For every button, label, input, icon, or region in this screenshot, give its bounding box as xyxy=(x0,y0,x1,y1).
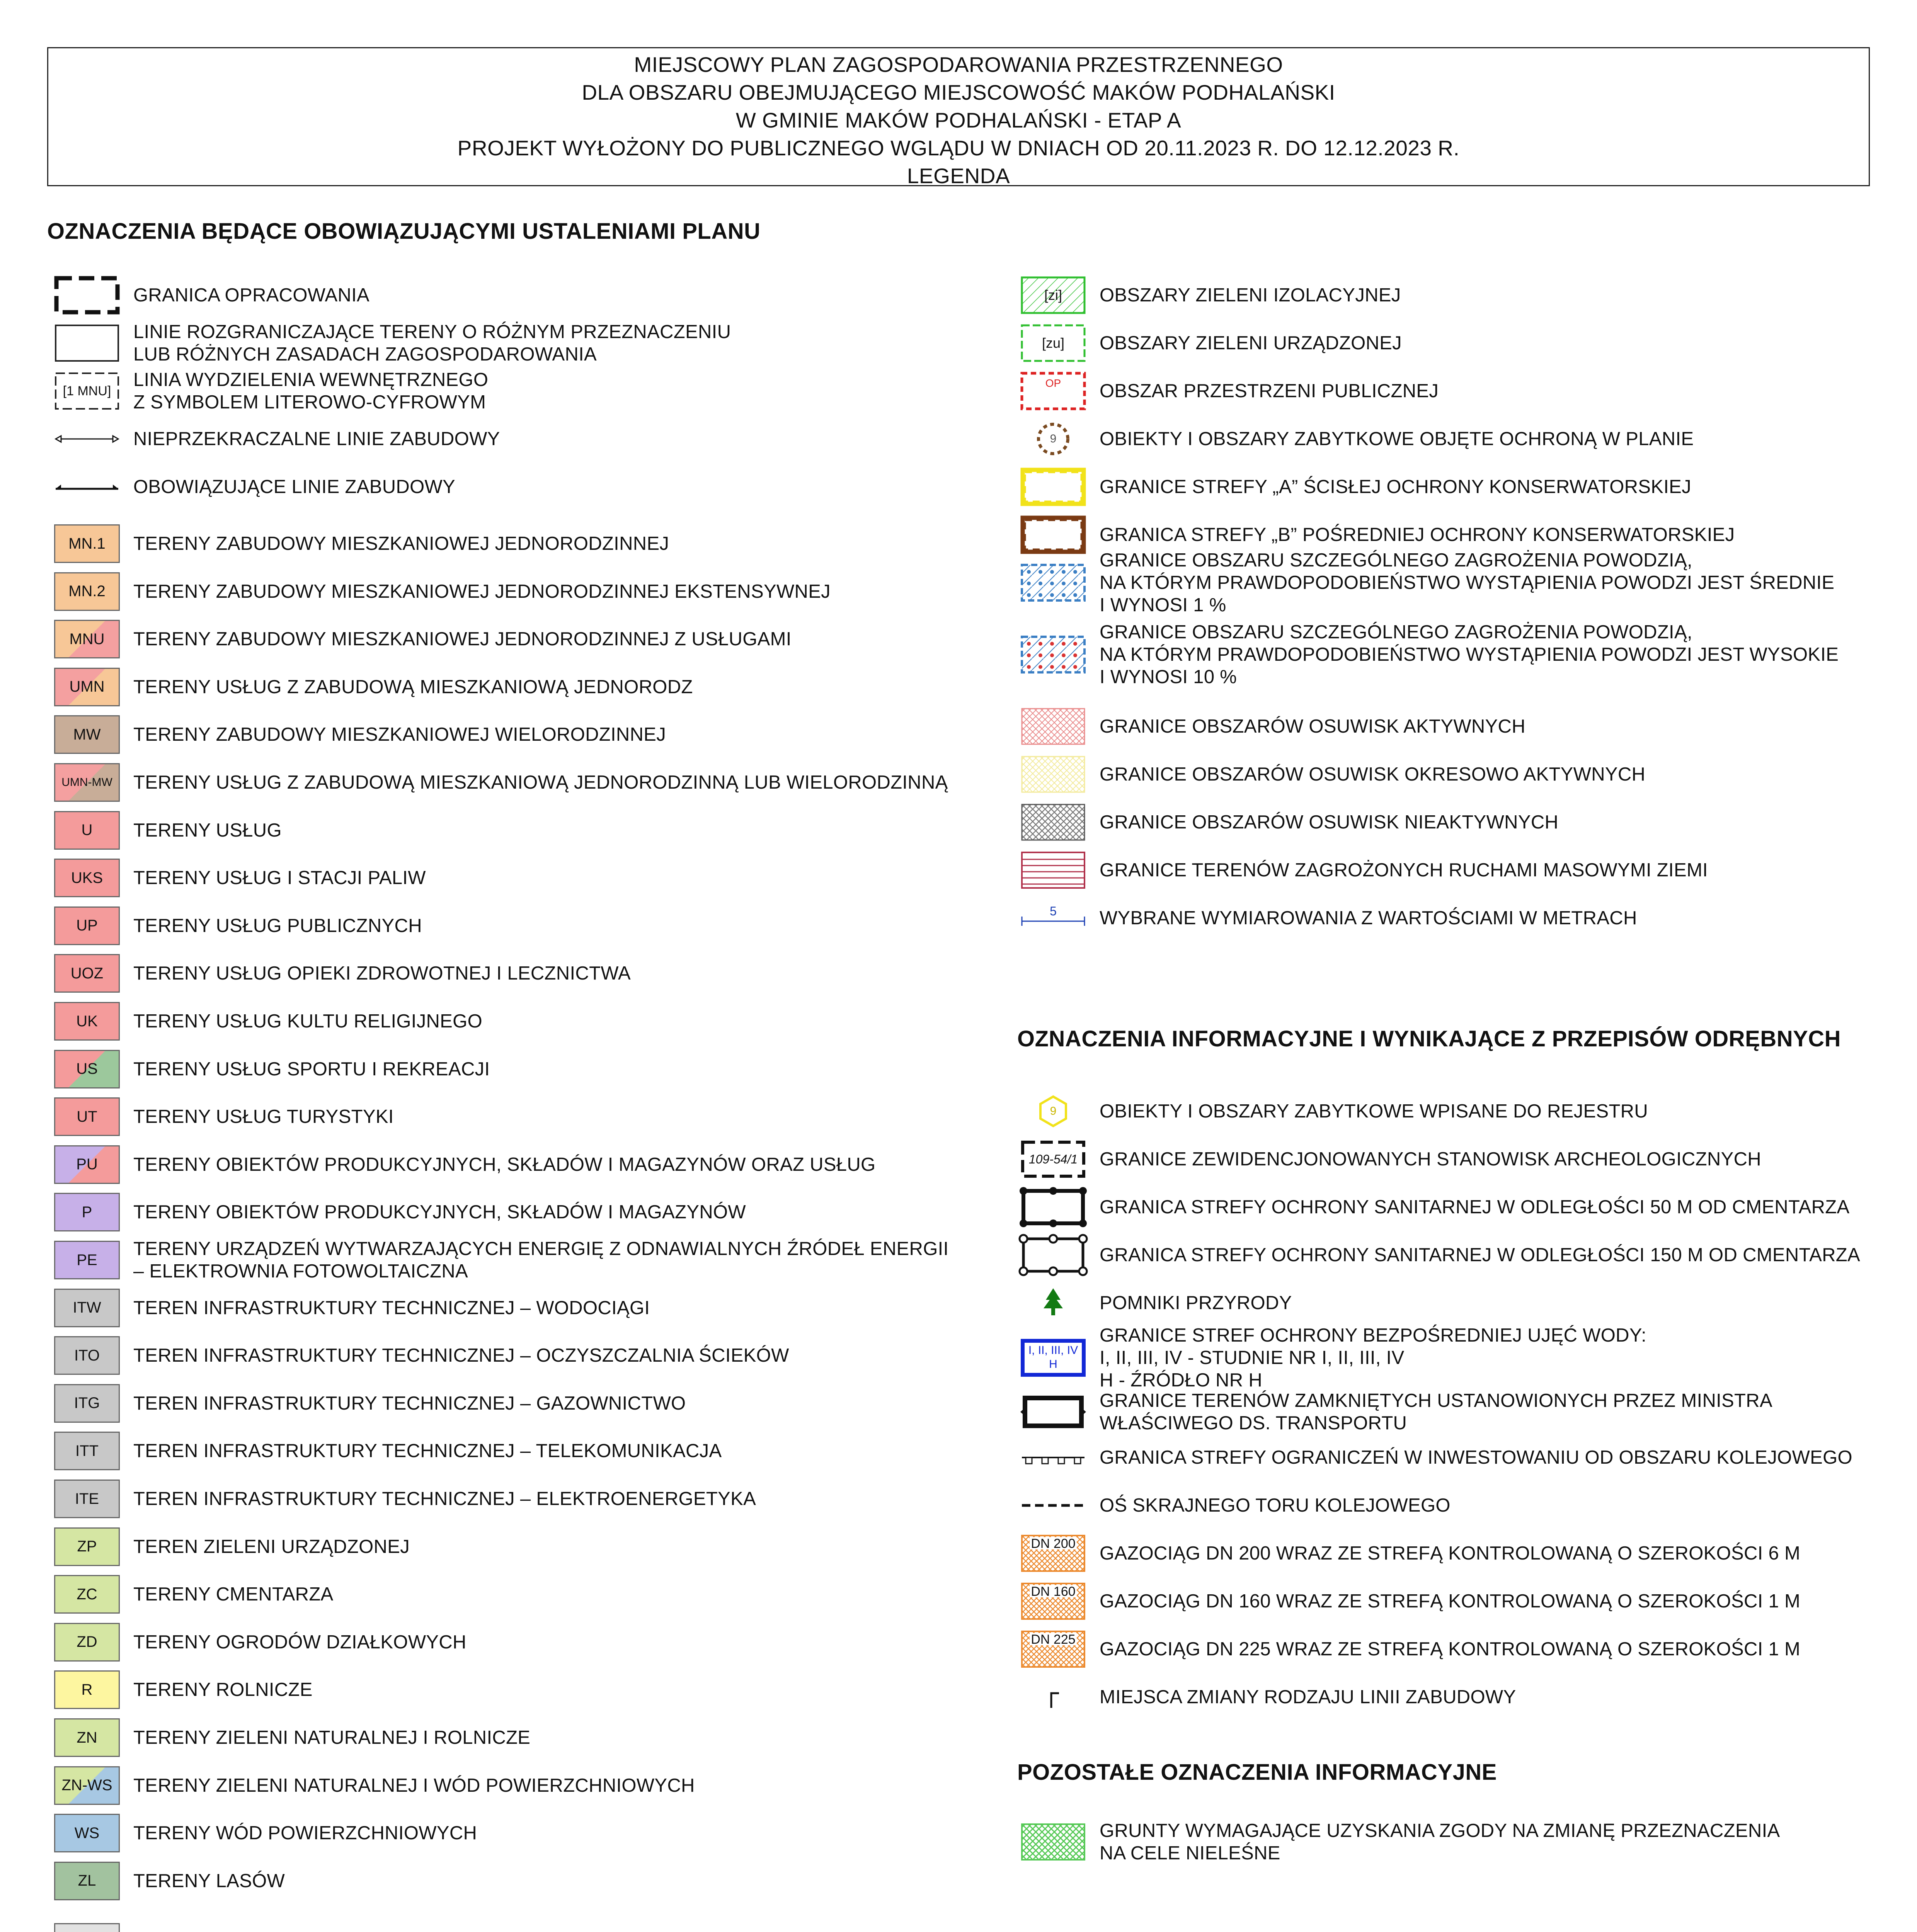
legend-label-line: TERENY USŁUG PUBLICZNYCH xyxy=(133,915,422,936)
legend-label-line: TERENY LASÓW xyxy=(133,1870,285,1891)
zone-swatch xyxy=(54,1097,120,1136)
legend-label-line: – ELEKTROWNIA FOTOWOLTAICZNA xyxy=(133,1261,468,1282)
section-informational-header: OZNACZENIA INFORMACYJNE I WYNIKAJĄCE Z PRZEPISÓW ODRĘBNYCH xyxy=(1017,1026,1841,1051)
legend-label xyxy=(1100,549,1834,616)
legend-symbol-code: OP xyxy=(1045,377,1061,389)
zone-swatch xyxy=(54,763,120,802)
zone-swatch xyxy=(54,1623,120,1662)
legend-label-line: OBSZAR PRZESTRZENI PUBLICZNEJ xyxy=(1100,381,1439,401)
legend-label-line: TERENY ZABUDOWY MIESZKANIOWEJ WIELORODZINNEJ xyxy=(133,724,666,745)
legend-label xyxy=(1100,332,1402,354)
legend-label-line: GRANICE TERENÓW ZAMKNIĘTYCH USTANOWIONYCH PRZEZ MINISTRA xyxy=(1100,1390,1772,1411)
legend-label xyxy=(133,962,631,985)
legend-label-line: I WYNOSI 1 % xyxy=(1100,595,1226,616)
legend-label xyxy=(1100,1196,1849,1218)
legend-label-line: TERENY USŁUG Z ZABUDOWĄ MIESZKANIOWĄ JEDNORODZINNĄ LUB WIELORODZINNĄ xyxy=(133,772,948,793)
legend-label-line: TERENY USŁUG KULTU RELIGIJNEGO xyxy=(133,1011,482,1032)
title-line: LEGENDA xyxy=(907,164,1010,188)
legend-label xyxy=(1100,1292,1292,1314)
zone-swatch xyxy=(54,1766,120,1805)
legend-label-line: TEREN INFRASTRUKTURY TECHNICZNEJ – GAZOWNICTWO xyxy=(133,1393,686,1414)
zone-code: ZN xyxy=(77,1729,97,1746)
legend-label xyxy=(1100,907,1637,929)
legend-label xyxy=(1100,524,1735,546)
zone-swatch xyxy=(54,1145,120,1184)
inactive-landslide-icon xyxy=(1020,803,1086,842)
legend-label-line: GRANICA STREFY OCHRONY SANITARNEJ W ODLEGŁOŚCI 150 M OD CMENTARZA xyxy=(1100,1245,1861,1265)
legend-label xyxy=(133,1440,722,1462)
flood-1-percent-icon xyxy=(1020,563,1086,602)
legend-label-line: TERENY ZABUDOWY MIESZKANIOWEJ JEDNORODZINNEJ Z USŁUGAMI xyxy=(133,629,792,650)
zone-code: ZD xyxy=(77,1633,97,1651)
legend-label xyxy=(133,1153,875,1176)
zone-code: UP xyxy=(76,917,98,934)
zone-code: WS xyxy=(74,1824,100,1842)
legend-label xyxy=(133,1010,482,1032)
zone-swatch xyxy=(54,1002,120,1041)
legend-label-line: OŚ SKRAJNEGO TORU KOLEJOWEGO xyxy=(1100,1495,1451,1516)
legend-label-line: TERENY CMENTARZA xyxy=(133,1584,334,1605)
zone-code: PE xyxy=(77,1251,97,1269)
zone-swatch xyxy=(54,1923,120,1932)
title-line: MIEJSCOWY PLAN ZAGOSPODAROWANIA PRZESTRZENNEGO xyxy=(634,53,1283,77)
legend-label-line: GRANICE OBSZARÓW OSUWISK NIEAKTYWNYCH xyxy=(1100,812,1559,833)
legend-label-line: I, II, III, IV - STUDNIE NR I, II, III, IV xyxy=(1100,1347,1405,1368)
legend-symbol-code: 9 xyxy=(1050,432,1057,445)
zone-swatch xyxy=(54,1814,120,1852)
legend-label-line: OBSZARY ZIELENI URZĄDZONEJ xyxy=(1100,333,1402,354)
zone-code: UT xyxy=(77,1108,97,1125)
legend-label-line: POMNIKI PRZYRODY xyxy=(1100,1293,1292,1313)
legend-symbol-code: 109-54/1 xyxy=(1028,1152,1078,1166)
legend-symbol-code: 9 xyxy=(1050,1105,1057,1117)
nonexceedable-building-line-icon xyxy=(54,420,120,458)
legend-label-line: TEREN INFRASTRUKTURY TECHNICZNEJ – WODOCIĄGI xyxy=(133,1297,650,1318)
rectangle-boundary-icon xyxy=(54,324,120,362)
sanitary-150m-icon xyxy=(1020,1236,1086,1274)
legend-label-line: NA CELE NIELEŚNE xyxy=(1100,1843,1280,1864)
legend-label xyxy=(133,580,831,603)
legend-label xyxy=(1100,1494,1451,1517)
legend-label xyxy=(133,1201,746,1223)
zone-code: UOZ xyxy=(70,964,104,982)
zone-swatch xyxy=(54,1432,120,1470)
legend-label-line: GRANICE TERENÓW ZAGROŻONYCH RUCHAMI MASOWYMI ZIEMI xyxy=(1100,860,1708,881)
zone-swatch xyxy=(54,1575,120,1614)
legend-label xyxy=(1100,1820,1780,1864)
active-landslide-icon xyxy=(1020,707,1086,746)
legend-label xyxy=(1100,1244,1860,1266)
legend-label-line: GRUNTY WYMAGAJĄCE UZYSKANIA ZGODY NA ZMIANĘ PRZEZNACZENIA xyxy=(1100,1820,1780,1841)
zone-code: ITE xyxy=(75,1490,99,1507)
zone-swatch xyxy=(54,954,120,993)
legend-label xyxy=(133,1392,686,1415)
legend-label-line: GAZOCIĄG DN 200 WRAZ ZE STREFĄ KONTROLOWANĄ O SZEROKOŚCI 6 M xyxy=(1100,1543,1801,1564)
legend-label xyxy=(133,819,282,842)
zone-swatch xyxy=(54,524,120,563)
legend-label-line: GRANICE STREFY „A” ŚCISŁEJ OCHRONY KONSERWATORSKIEJ xyxy=(1100,476,1691,497)
legend-symbol-code: [zi] xyxy=(1044,287,1062,303)
zone-swatch xyxy=(54,1289,120,1327)
legend-label xyxy=(1100,1324,1646,1391)
legend-symbol-code: I, II, III, IV xyxy=(1028,1344,1078,1357)
legend-symbol-code: [zu] xyxy=(1042,335,1065,351)
legend-label-line: GRANICE ZEWIDENCJONOWANYCH STANOWISK ARCHEOLOGICZNYCH xyxy=(1100,1149,1761,1170)
legend-label-line: I WYNOSI 10 % xyxy=(1100,667,1237,687)
zone-swatch xyxy=(54,1527,120,1566)
zone-code: ZN-WS xyxy=(61,1777,112,1794)
legend-label xyxy=(133,1870,285,1892)
legend-label xyxy=(133,1822,477,1844)
legend-label-line: GRANICA OPRACOWANIA xyxy=(133,285,370,306)
zone-swatch xyxy=(54,1670,120,1709)
zone-swatch xyxy=(54,620,120,658)
legend-label-line: GRANICA STREFY OCHRONY SANITARNEJ W ODLEGŁOŚCI 50 M OD CMENTARZA xyxy=(1100,1197,1850,1218)
legend-label-line: GRANICA STREFY OGRANICZEŃ W INWESTOWANIU OD OBSZARU KOLEJOWEGO xyxy=(1100,1447,1852,1468)
legend-label-line: NIEPRZEKRACZALNE LINIE ZABUDOWY xyxy=(133,429,500,449)
legend-label xyxy=(133,628,792,650)
rail-track-axis-icon xyxy=(1020,1486,1086,1525)
zone-code: U xyxy=(81,821,93,839)
legend-label-line: GRANICE OBSZARU SZCZEGÓLNEGO ZAGROŻENIA POWODZIĄ, xyxy=(1100,550,1692,571)
zone-code: US xyxy=(76,1060,98,1078)
legend-label xyxy=(133,321,731,366)
legend-label xyxy=(133,1536,410,1558)
zone-code: P xyxy=(82,1203,92,1221)
legend-label xyxy=(133,867,426,889)
legend-label xyxy=(1100,1542,1800,1565)
periodic-landslide-icon xyxy=(1020,755,1086,794)
legend-label xyxy=(133,676,693,698)
zone-code: UMN-MW xyxy=(61,776,112,789)
legend-label xyxy=(1100,1100,1648,1122)
legend-label-line: LINIA WYDZIELENIA WEWNĘTRZNEGO xyxy=(133,369,489,390)
sanitary-50m-icon xyxy=(1020,1188,1086,1226)
zone-swatch xyxy=(54,1384,120,1423)
legend-label xyxy=(133,1344,789,1367)
legend-symbol-code: [1 MNU] xyxy=(63,383,111,398)
legend-label-line: TERENY USŁUG xyxy=(133,820,282,841)
zone-swatch xyxy=(54,1193,120,1231)
legend-label xyxy=(133,915,422,937)
zone-code: MN.2 xyxy=(68,583,106,600)
legend-label-line: TERENY OGRODÓW DZIAŁKOWYCH xyxy=(133,1631,466,1653)
zone-code: PU xyxy=(76,1156,98,1173)
legend-label xyxy=(133,1105,394,1128)
flood-10-percent-icon xyxy=(1020,635,1086,674)
legend-label xyxy=(133,1058,490,1080)
legend-label-line: WŁAŚCIWEGO DS. TRANSPORTU xyxy=(1100,1413,1407,1434)
legend-label-line: TERENY ZABUDOWY MIESZKANIOWEJ JEDNORODZINNEJ xyxy=(133,533,669,554)
dashed-boundary-icon xyxy=(54,276,120,315)
legend-label-line: TERENY USŁUG SPORTU I REKREACJI xyxy=(133,1058,490,1080)
legend-label-line: OBIEKTY I OBSZARY ZABYTKOWE WPISANE DO REJESTRU xyxy=(1100,1101,1648,1122)
closed-area-icon xyxy=(1020,1393,1086,1431)
farmland-consent-icon xyxy=(1020,1823,1086,1861)
zone-code: MN.1 xyxy=(68,535,106,552)
mandatory-building-line-icon xyxy=(54,468,120,506)
legend-label xyxy=(1100,811,1558,833)
legend-label-line: OBIEKTY I OBSZARY ZABYTKOWE OBJĘTE OCHRONĄ W PLANIE xyxy=(1100,429,1694,449)
legend-label xyxy=(133,369,488,413)
title-line: W GMINIE MAKÓW PODHALAŃSKI - ETAP A xyxy=(735,108,1182,132)
legend-label xyxy=(1100,428,1694,450)
legend-label-line: GAZOCIĄG DN 225 WRAZ ZE STREFĄ KONTROLOWANĄ O SZEROKOŚCI 1 M xyxy=(1100,1639,1801,1660)
legend-label-line: TERENY OBIEKTÓW PRODUKCYJNYCH, SKŁADÓW I MAGAZYNÓW xyxy=(133,1202,746,1223)
legend-symbol-code: DN 225 xyxy=(1031,1632,1076,1647)
legend-label xyxy=(1100,621,1839,688)
zone-code: ITO xyxy=(74,1347,100,1364)
legend-label-line: TERENY USŁUG TURYSTYKI xyxy=(133,1106,394,1128)
legend-label xyxy=(133,771,948,794)
legend-label xyxy=(133,1488,756,1510)
zone-swatch xyxy=(54,572,120,611)
zone-swatch xyxy=(54,1241,120,1279)
legend-label xyxy=(133,1238,948,1282)
legend-symbol-code: DN 200 xyxy=(1031,1536,1076,1551)
mass-movement-icon xyxy=(1020,851,1086,889)
railway-restriction-icon xyxy=(1020,1438,1086,1477)
building-line-change-icon xyxy=(1020,1678,1086,1716)
legend-label-line: OBSZARY ZIELENI IZOLACYJNEJ xyxy=(1100,285,1401,306)
legend-label-line: TERENY WÓD POWIERZCHNIOWYCH xyxy=(133,1823,477,1844)
title-line: DLA OBSZARU OBEJMUJĄCEGO MIEJSCOWOŚĆ MAKÓW PODHALAŃSKI xyxy=(582,80,1335,104)
zone-code: R xyxy=(81,1681,93,1698)
legend-label xyxy=(133,1726,530,1749)
legend-symbol-code: 5 xyxy=(1050,904,1057,918)
legend-label-line: GRANICE OBSZARU SZCZEGÓLNEGO ZAGROŻENIA POWODZIĄ, xyxy=(1100,622,1692,643)
legend-label-line: TEREN INFRASTRUKTURY TECHNICZNEJ – OCZYSZCZALNIA ŚCIEKÓW xyxy=(133,1345,789,1366)
zone-swatch xyxy=(54,1862,120,1900)
legend-label xyxy=(133,1297,650,1319)
zone-swatch xyxy=(54,715,120,754)
legend-label-line: NA KTÓRYM PRAWDOPODOBIEŃSTWO WYSTĄPIENIA POWODZI JEST WYSOKIE xyxy=(1100,644,1839,665)
zone-code: ZP xyxy=(77,1538,97,1555)
zone-swatch xyxy=(54,1050,120,1088)
legend-label-line: NA KTÓRYM PRAWDOPODOBIEŃSTWO WYSTĄPIENIA POWODZI JEST ŚREDNIE xyxy=(1100,572,1835,593)
zone-code: ITG xyxy=(74,1395,100,1412)
legend-label-line: TERENY ZIELENI NATURALNEJ I WÓD POWIERZCHNIOWYCH xyxy=(133,1775,695,1796)
legend-label xyxy=(1100,1638,1800,1660)
legend-symbol-code: DN 160 xyxy=(1031,1584,1076,1599)
zone-swatch xyxy=(54,668,120,706)
legend-label-line: TERENY USŁUG Z ZABUDOWĄ MIESZKANIOWĄ JEDNORODZ xyxy=(133,676,693,697)
legend-label xyxy=(1100,476,1691,498)
legend-label-line: TERENY URZĄDZEŃ WYTWARZAJĄCYCH ENERGIĘ Z ODNAWIALNYCH ŹRÓDEŁ ENERGII xyxy=(133,1238,949,1259)
legend-label-line: GRANICA STREFY „B” POŚREDNIEJ OCHRONY KONSERWATORSKIEJ xyxy=(1100,524,1735,545)
zone-code: ZC xyxy=(77,1585,97,1603)
legend-label-line: TERENY USŁUG OPIEKI ZDROWOTNEJ I LECZNICTWA xyxy=(133,963,631,984)
legend-label-line: TERENY OBIEKTÓW PRODUKCYJNYCH, SKŁADÓW I MAGAZYNÓW ORAZ USŁUG xyxy=(133,1154,876,1175)
legend-label-line: LUB RÓŻNYCH ZASADACH ZAGOSPODAROWANIA xyxy=(133,344,597,365)
legend-label xyxy=(1100,715,1525,738)
nature-monument-icon xyxy=(1020,1284,1086,1322)
legend-label-line: TERENY ZIELENI NATURALNEJ I ROLNICZE xyxy=(133,1727,531,1748)
legend-label xyxy=(1100,1389,1772,1434)
title-line: PROJEKT WYŁOŻONY DO PUBLICZNEGO WGLĄDU W DNIACH OD 20.11.2023 R. DO 12.12.2023 R. xyxy=(457,136,1460,160)
zone-b-icon xyxy=(1020,515,1086,554)
legend-label xyxy=(1100,1686,1516,1708)
legend-symbol-code: H xyxy=(1049,1358,1057,1371)
zone-swatch xyxy=(54,811,120,850)
legend-label xyxy=(133,1583,334,1605)
zone-code: ITW xyxy=(73,1299,101,1316)
legend-label xyxy=(133,476,455,498)
zone-code: UKS xyxy=(71,869,103,886)
legend-label xyxy=(133,723,666,746)
title-block xyxy=(47,47,1870,186)
legend-label-line: GRANICE OBSZARÓW OSUWISK AKTYWNYCH xyxy=(1100,716,1525,737)
legend-label-line: GRANICE STREF OCHRONY BEZPOŚREDNIEJ UJĘĆ WODY: xyxy=(1100,1325,1647,1346)
legend-label-line: GRANICE OBSZARÓW OSUWISK OKRESOWO AKTYWNYCH xyxy=(1100,764,1646,785)
legend-label-line: TEREN ZIELENI URZĄDZONEJ xyxy=(133,1536,410,1557)
legend-label-line: TERENY USŁUG I STACJI PALIW xyxy=(133,867,426,889)
legend-label-line: MIEJSCA ZMIANY RODZAJU LINII ZABUDOWY xyxy=(1100,1687,1516,1708)
zone-swatch xyxy=(54,906,120,945)
legend-label xyxy=(133,428,500,450)
legend-label-line: GAZOCIĄG DN 160 WRAZ ZE STREFĄ KONTROLOWANĄ O SZEROKOŚCI 1 M xyxy=(1100,1591,1801,1612)
zone-code: ITT xyxy=(75,1442,99,1459)
legend-label-line: TERENY ZABUDOWY MIESZKANIOWEJ JEDNORODZINNEJ EKSTENSYWNEJ xyxy=(133,581,831,602)
legend-label xyxy=(1100,284,1401,306)
section-binding-header: OZNACZENIA BĘDĄCE OBOWIĄZUJĄCYMI USTALENIAMI PLANU xyxy=(47,219,761,244)
zone-code: MW xyxy=(73,726,101,743)
zone-a-icon xyxy=(1020,468,1086,506)
section-other-header: POZOSTAŁE OZNACZENIA INFORMACYJNE xyxy=(1017,1760,1497,1785)
legend-label xyxy=(1100,1446,1852,1469)
legend-label-line: LINIE ROZGRANICZAJĄCE TERENY O RÓŻNYM PRZEZNACZENIU xyxy=(133,321,731,342)
legend-label xyxy=(133,1679,313,1701)
legend-label-line: H - ŹRÓDŁO NR H xyxy=(1100,1370,1262,1391)
legend-label xyxy=(133,284,369,306)
zone-swatch xyxy=(54,1718,120,1757)
legend-label-line: WYBRANE WYMIAROWANIA Z WARTOŚCIAMI W METRACH xyxy=(1100,908,1637,929)
legend-label xyxy=(133,1631,466,1653)
zone-code: UK xyxy=(76,1012,98,1030)
zone-swatch xyxy=(54,1336,120,1375)
zone-swatch xyxy=(54,1480,120,1518)
legend-label xyxy=(1100,380,1439,402)
legend-label-line: TEREN INFRASTRUKTURY TECHNICZNEJ – ELEKTROENERGETYKA xyxy=(133,1488,756,1509)
legend-label xyxy=(1100,1590,1800,1612)
legend-label xyxy=(1100,1148,1761,1170)
legend-label-line: TEREN INFRASTRUKTURY TECHNICZNEJ – TELEKOMUNIKACJA xyxy=(133,1440,722,1462)
legend-label-line: TERENY ROLNICZE xyxy=(133,1679,313,1701)
legend-label-line: Z SYMBOLEM LITEROWO-CYFROWYM xyxy=(133,392,486,413)
legend-label-line: OBOWIĄZUJĄCE LINIE ZABUDOWY xyxy=(133,476,456,497)
legend-label xyxy=(133,532,669,555)
zone-swatch xyxy=(54,859,120,897)
zone-code: MNU xyxy=(69,630,105,648)
zone-code: UMN xyxy=(69,678,105,696)
zone-code: ZL xyxy=(78,1872,96,1889)
legend-label xyxy=(1100,859,1708,881)
legend-label xyxy=(133,1774,695,1797)
legend-label xyxy=(1100,763,1645,786)
